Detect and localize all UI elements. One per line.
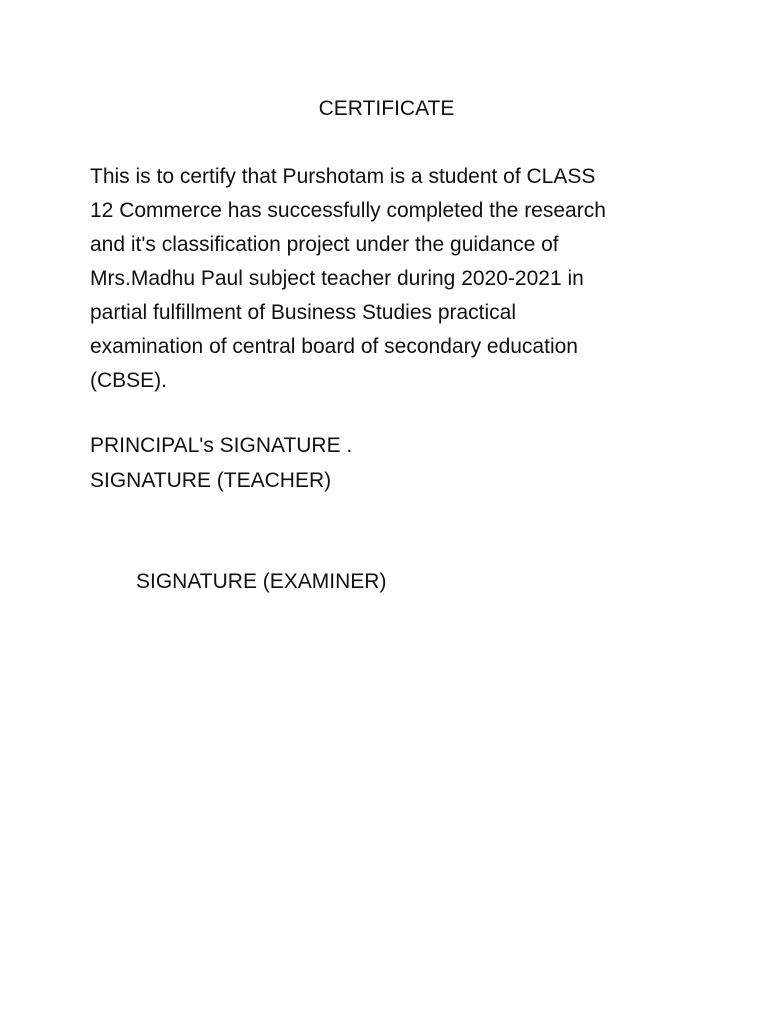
principal-signature-label: PRINCIPAL's SIGNATURE .: [90, 434, 353, 457]
body-line: 12 Commerce has successfully completed the research: [90, 199, 606, 222]
teacher-signature-label: SIGNATURE (TEACHER): [90, 469, 332, 492]
certificate-title: CERTIFICATE: [318, 97, 455, 120]
body-line: partial fulfillment of Business Studies practical: [90, 301, 517, 324]
body-line: (CBSE).: [90, 369, 168, 392]
body-line: Mrs.Madhu Paul subject teacher during 2020-2021 in: [90, 267, 584, 290]
body-line: This is to certify that Purshotam is a student of CLASS: [90, 165, 596, 188]
certificate-body: [90, 160, 710, 398]
body-line: and it's classification project under the guidance of: [90, 233, 559, 256]
body-line: examination of central board of secondary education: [90, 335, 578, 358]
examiner-signature-label: SIGNATURE (EXAMINER): [136, 570, 387, 593]
